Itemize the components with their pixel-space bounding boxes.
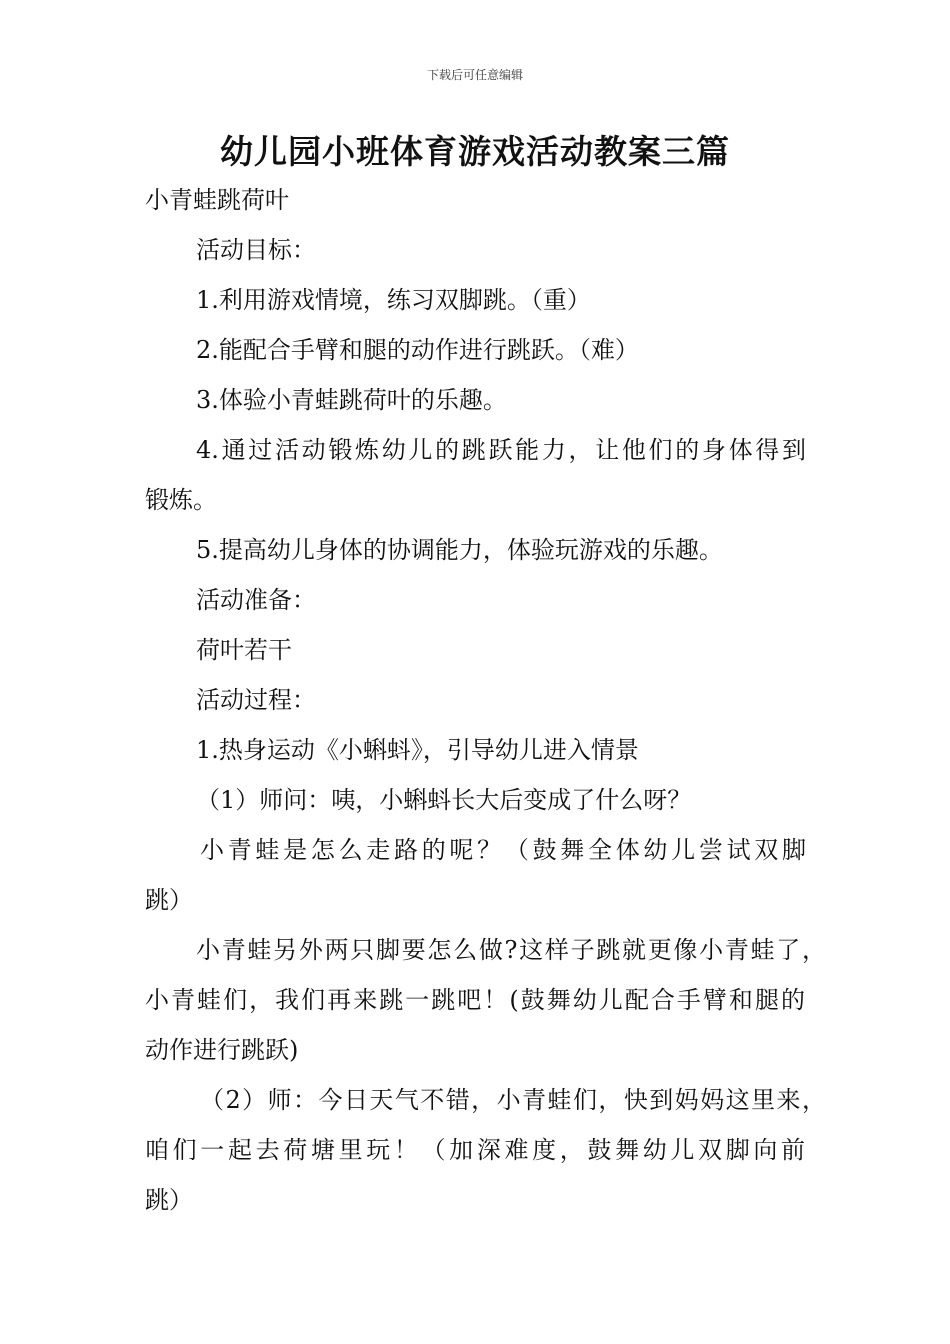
paragraph-line: 活动准备： — [196, 586, 316, 614]
paragraph-line: 咱们一起去荷塘里玩！（加深难度，鼓舞幼儿双脚向前 — [145, 1136, 805, 1164]
paragraph-line: 小青蛙们，我们再来跳一跳吧！(鼓舞幼儿配合手臂和腿的 — [145, 986, 805, 1014]
header-note: 下载后可任意编辑 — [426, 68, 523, 82]
paragraph-line: 2.能配合手臂和腿的动作进行跳跃。（难） — [196, 336, 639, 364]
paragraph-line: 跳） — [145, 1186, 193, 1214]
paragraph-line: （2）师：今日天气不错，小青蛙们，快到妈妈这里来， — [200, 1086, 826, 1114]
paragraph-line: 1.热身运动《小蝌蚪》，引导幼儿进入情景 — [196, 736, 639, 764]
paragraph-line: 小青蛙另外两只脚要怎么做?这样子跳就更像小青蛙了， — [196, 936, 826, 964]
paragraph-line: 1.利用游戏情境，练习双脚跳。（重） — [196, 286, 591, 314]
paragraph-line: 4.通过活动锻炼幼儿的跳跃能力，让他们的身体得到 — [196, 436, 806, 464]
paragraph-line: 跳） — [145, 886, 193, 914]
document-title: 幼儿园小班体育游戏活动教案三篇 — [220, 132, 730, 171]
section-title: 小青蛙跳荷叶 — [145, 186, 289, 214]
paragraph-line: 动作进行跳跃) — [145, 1036, 299, 1064]
paragraph-line: 锻炼。 — [145, 486, 217, 514]
paragraph-line: 活动过程： — [196, 686, 316, 714]
paragraph-line: 3.体验小青蛙跳荷叶的乐趣。 — [196, 386, 507, 414]
paragraph-line: 活动目标： — [196, 236, 316, 264]
paragraph-line: 荷叶若干 — [196, 636, 292, 664]
paragraph-line: （1）师问：咦，小蝌蚪长大后变成了什么呀？ — [196, 786, 692, 814]
paragraph-line: 小青蛙是怎么走路的呢？（鼓舞全体幼儿尝试双脚 — [200, 836, 806, 864]
paragraph-line: 5.提高幼儿身体的协调能力，体验玩游戏的乐趣。 — [196, 536, 723, 564]
